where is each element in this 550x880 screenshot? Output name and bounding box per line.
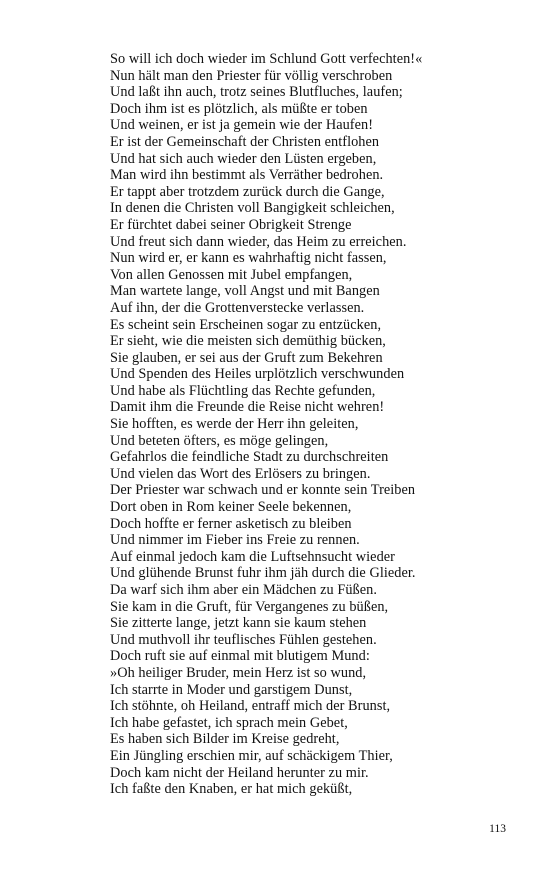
poem-line: Doch kam nicht der Heiland herunter zu mir.: [110, 764, 369, 781]
poem-line: Ich faßte den Knaben, er hat mich geküßt,: [110, 781, 353, 798]
poem-line: Und muthvoll ihr teuflisches Fühlen gestehen.: [110, 631, 377, 648]
poem-line: Er ist der Gemeinschaft der Christen entflohen: [110, 133, 380, 150]
poem-line: »Oh heiliger Bruder, mein Herz ist so wund,: [110, 664, 367, 681]
poem-line: Auf einmal jedoch kam die Luftsehnsucht wieder: [110, 548, 395, 565]
poem-line: Und vielen das Wort des Erlösers zu bringen.: [110, 465, 371, 482]
poem-line: Der Priester war schwach und er konnte sein Treiben: [110, 482, 416, 499]
poem-text: [110, 51, 470, 798]
poem-line: Und weinen, er ist ja gemein wie der Haufen!: [110, 117, 374, 134]
poem-line: Man wird ihn bestimmt als Verräther bedrohen.: [110, 167, 384, 184]
poem-line: Er sieht, wie die meisten sich demüthig bücken,: [110, 333, 386, 350]
poem-line: Ich habe gefastet, ich sprach mein Gebet,: [110, 714, 348, 731]
poem-line: Doch hoffte er ferner asketisch zu bleiben: [110, 515, 352, 532]
poem-line: Nun wird er, er kann es wahrhaftig nicht fassen,: [110, 250, 387, 267]
poem-line: Und freut sich dann wieder, das Heim zu erreichen.: [110, 233, 407, 250]
poem-line: Und beteten öfters, es möge gelingen,: [110, 432, 329, 449]
poem-line: Sie zitterte lange, jetzt kann sie kaum stehen: [110, 615, 367, 632]
poem-line: Sie hofften, es werde der Herr ihn geleiten,: [110, 416, 359, 433]
poem-line: So will ich doch wieder im Schlund Gott verfechten!«: [110, 51, 423, 67]
poem-line: In denen die Christen voll Bangigkeit schleichen,: [110, 200, 395, 217]
poem-line: Und Spenden des Heiles urplötzlich verschwunden: [110, 366, 405, 383]
poem-line: Nun hält man den Priester für völlig verschroben: [110, 67, 393, 84]
poem-line: Man wartete lange, voll Angst und mit Bangen: [110, 283, 380, 300]
poem-line: Und laßt ihn auch, trotz seines Blutfluches, laufen;: [110, 84, 403, 101]
poem-line: Gefahrlos die feindliche Stadt zu durchschreiten: [110, 449, 389, 466]
page-number: 113: [489, 823, 506, 835]
poem-line: Von allen Genossen mit Jubel empfangen,: [110, 266, 353, 283]
poem-line: Und habe als Flüchtling das Rechte gefunden,: [110, 382, 376, 399]
poem-line: Sie glauben, er sei aus der Gruft zum Bekehren: [110, 349, 383, 366]
poem-line: Dort oben in Rom keiner Seele bekennen,: [110, 499, 352, 516]
poem-line: Ich starrte in Moder und garstigem Dunst,: [110, 681, 353, 698]
poem-line: Auf ihn, der die Grottenverstecke verlassen.: [110, 299, 365, 316]
poem-line: Ein Jüngling erschien mir, auf schäckigem Thier,: [110, 747, 393, 764]
poem-line: Er tappt aber trotzdem zurück durch die Gange,: [110, 183, 385, 200]
poem-line: Damit ihm die Freunde die Reise nicht wehren!: [110, 399, 385, 416]
poem-line: Doch ruft sie auf einmal mit blutigem Mund:: [110, 648, 370, 665]
poem-line: Doch ihm ist es plötzlich, als müßte er toben: [110, 100, 368, 117]
poem-line: Es haben sich Bilder im Kreise gedreht,: [110, 731, 340, 748]
poem-line: Ich stöhnte, oh Heiland, entraff mich der Brunst,: [110, 698, 391, 715]
poem-line: Und nimmer im Fieber ins Freie zu rennen.: [110, 532, 360, 549]
poem-line: Es scheint sein Erscheinen sogar zu entzücken,: [110, 316, 382, 333]
poem-line: Und hat sich auch wieder den Lüsten ergeben,: [110, 150, 377, 167]
poem-line: Und glühende Brunst fuhr ihm jäh durch die Glieder.: [110, 565, 416, 582]
poem-line: Sie kam in die Gruft, für Vergangenes zu büßen,: [110, 598, 389, 615]
poem-line: Da warf sich ihm aber ein Mädchen zu Füßen.: [110, 582, 377, 598]
poem-line: Er fürchtet dabei seiner Obrigkeit Strenge: [110, 216, 352, 233]
